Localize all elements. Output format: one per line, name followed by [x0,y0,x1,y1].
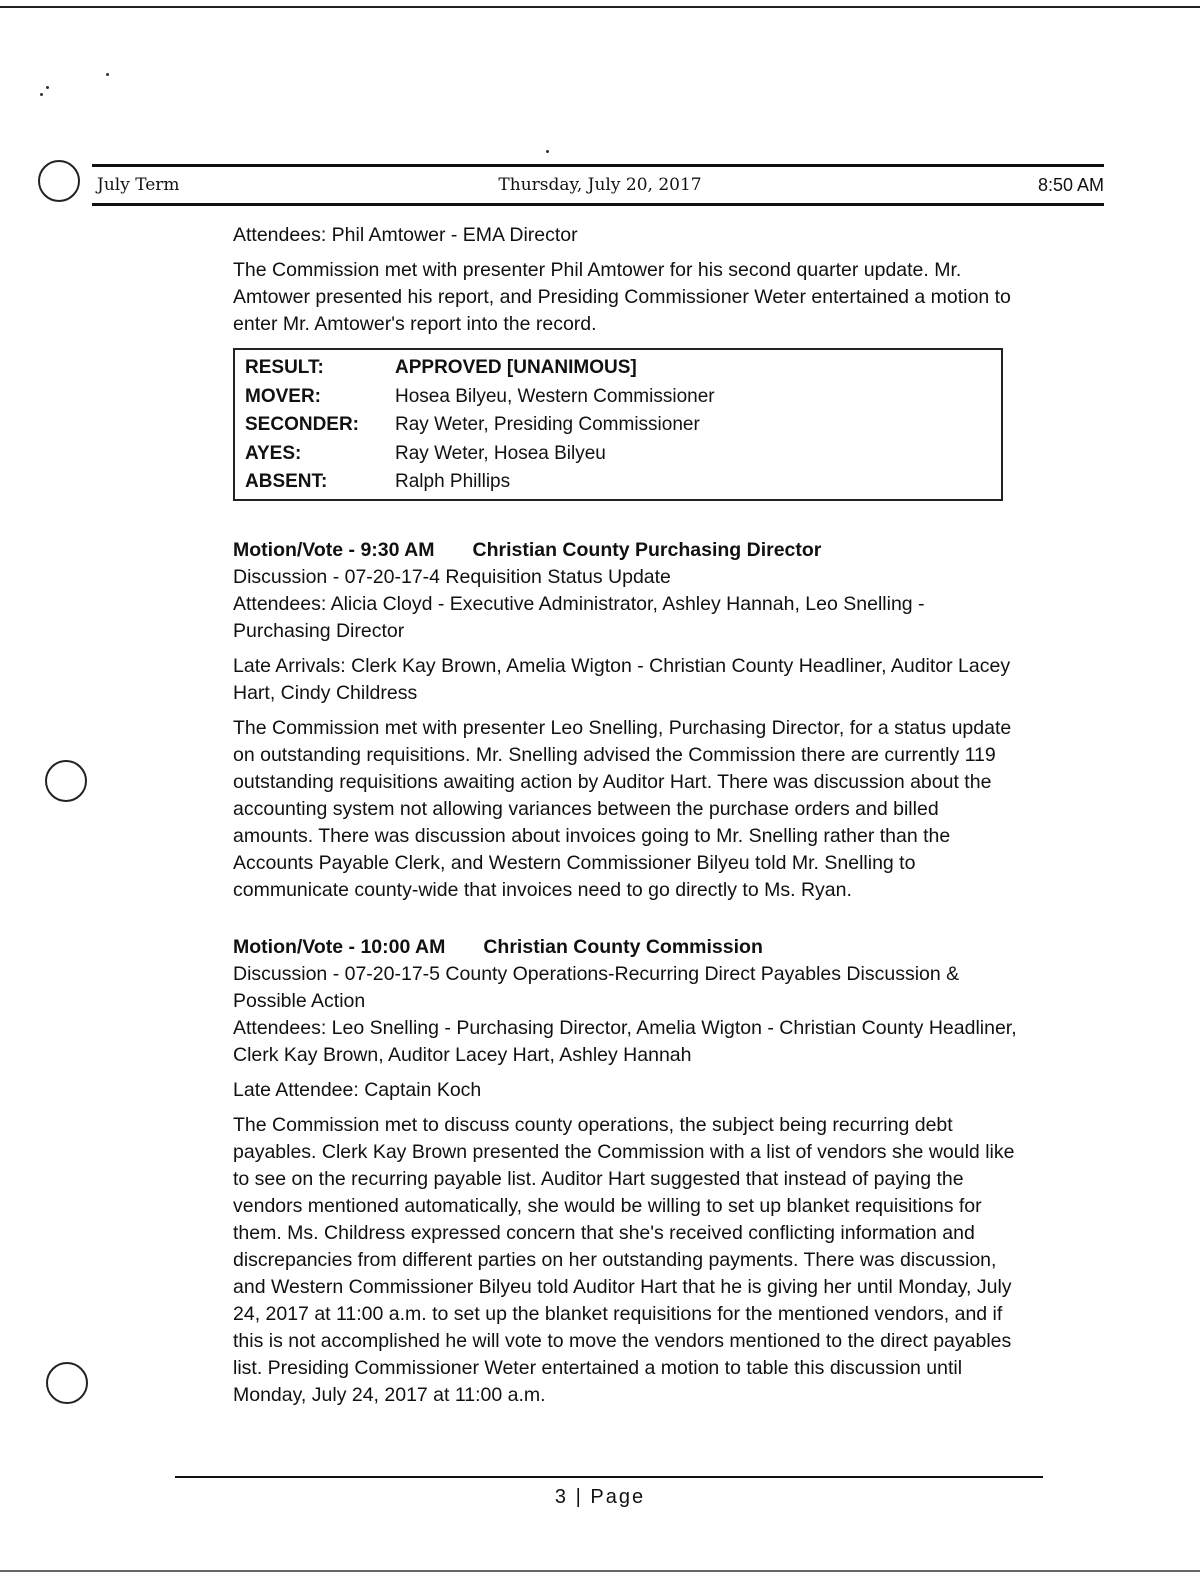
punch-hole-icon [45,760,87,802]
ayes-label: AYES: [245,442,302,464]
header-rule-bottom [92,203,1104,206]
seconder-label: SECONDER: [245,414,360,435]
mover-row [245,383,991,412]
motion-heading [233,934,1023,961]
motion-discussion: Discussion - 07-20-17-4 Requisition Status Update [233,565,671,588]
result-label: RESULT: [245,357,324,378]
scan-speck [546,150,549,153]
absent-label: ABSENT: [245,471,328,492]
ayes-value: Ray Weter, Hosea Bilyeu [395,442,606,464]
mover-label: MOVER: [245,385,321,407]
motion-narrative: The Commission met with presenter Leo Snelling, Purchasing Director, for a status update on outstanding requisitions. Mr. Snelling advised the Commission there are currently 119 outstanding requisitions awaiting action by Auditor Hart. There was discussion about the accounting system not allowing variances between the purchase orders and billed amounts. There was discussion about invoices going to Mr. Snelling rather than the Accounts Payable Clerk, and Western Commissioner Bilyeu told Mr. Snelling to communicate county-wide that invoices need to go directly to Ms. Ryan. [233,716,1012,901]
motion-body: Christian County Commission [483,935,763,958]
motion-discussion: Discussion - 07-20-17-5 County Operations-Recurring Direct Payables Discussion & Possible Action [233,962,960,1012]
header-time: 8:50 AM [1037,175,1104,195]
scan-speck [106,73,109,76]
motion-time: Motion/Vote - 10:00 AM [233,935,446,958]
scan-speck [46,86,49,89]
seconder-value: Ray Weter, Presiding Commissioner [395,414,700,435]
punch-hole-icon [46,1362,88,1404]
motion-attendees: Attendees: Leo Snelling - Purchasing Director, Amelia Wigton - Christian County Headliner, Clerk Kay Brown, Auditor Lacey Hart, Ashley Hannah [233,1016,1017,1066]
motion-body: Christian County Purchasing Director [472,538,822,561]
section-gap [233,904,1023,934]
motion-narrative: The Commission met to discuss county operations, the subject being recurring debt payables. Clerk Kay Brown presented the Commission with a list of vendors she would like to see on the recurring payable list. Auditor Hart suggested that instead of paying the vendors mentioned automatically, she would be willing to set up blanket requisitions for them. Ms. Childress expressed concern that she's received conflicting information and discrepancies from different parties on her outstanding payments. There was discussion, and Western Commissioner Bilyeu told Auditor Hart that he is giving her until Monday, July 24, 2017 at 11:00 a.m. to set up the blanket requisitions for the mentioned vendors, and if this is not accomplished he will vote to move the vendors mentioned to the direct payables list. Presiding Commissioner Weter entertained a motion to table this discussion until Monday, July 24, 2017 at 11:00 a.m. [233,1113,1015,1406]
motion-attendees: Attendees: Alicia Cloyd - Executive Administrator, Ashley Hannah, Leo Snelling - Purchasing Director [233,592,925,642]
header-rule-top [92,164,1104,167]
scan-speck [40,93,43,96]
header-term: July Term [97,175,180,195]
motion-late-arrivals: Late Arrivals: Clerk Kay Brown, Amelia Wigton - Christian County Headliner, Auditor Lacey Hart, Cindy Childress [233,654,1011,704]
intro-attendees: Attendees: Phil Amtower - EMA Director [233,224,578,246]
mover-value: Hosea Bilyeu, Western Commissioner [395,385,715,407]
result-row [245,354,991,383]
seconder-row [245,411,991,440]
footer-rule [175,1476,1043,1478]
motion-heading [233,537,1023,564]
page-edge-top [0,6,1200,8]
absent-row [245,468,991,497]
minutes-body [233,222,1023,1409]
header-date: Thursday, July 20, 2017 [498,175,702,195]
absent-value: Ralph Phillips [395,471,511,492]
ayes-row [245,440,991,469]
motion-late-attendee: Late Attendee: Captain Koch [233,1078,482,1101]
vote-result-table [233,348,1003,501]
result-value: APPROVED [UNANIMOUS] [395,357,637,378]
motion-time: Motion/Vote - 9:30 AM [233,538,435,561]
intro-narrative: The Commission met with presenter Phil Amtower for his second quarter update. Mr. Amtower presented his report, and Presiding Commissioner Weter entertained a motion to enter Mr. Amtower's report into the record. [233,259,1011,335]
page-number: 3 | Page [554,1486,646,1508]
page-edge-bottom [0,1570,1200,1572]
